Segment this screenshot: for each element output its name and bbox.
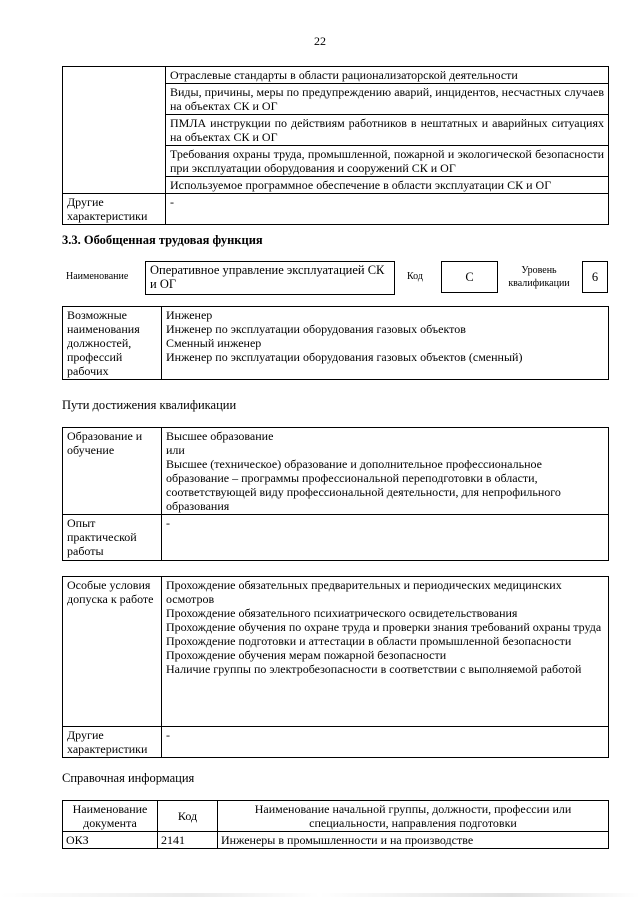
position-item: Инженер по эксплуатации оборудования газовых объектов (сменный) <box>166 350 523 364</box>
knowledge-item: ПМЛА инструкции по действиям работников в нештатных и аварийных ситуациях на объектах СК и ОГ <box>166 115 609 146</box>
name-label: Наименование <box>66 271 129 282</box>
education-line: или <box>166 443 185 457</box>
other-characteristics-value: - <box>162 727 609 758</box>
reference-cell-name: Инженеры в промышленности и на производстве <box>218 832 609 849</box>
reference-title: Справочная информация <box>62 771 195 785</box>
condition-item: Прохождение обучения мерам пожарной безопасности <box>166 648 447 662</box>
conditions-label: Особые условия допуска к работе <box>63 577 162 727</box>
page-number: 22 <box>314 34 326 48</box>
level-value-box: 6 <box>582 261 608 293</box>
knowledge-item: Требования охраны труда, промышленной, пожарной и экологической безопасности при эксплуатации оборудования и сооружений СК и ОГ <box>166 146 609 177</box>
function-name-box: Оперативное управление эксплуатацией СК и ОГ <box>145 261 395 295</box>
education-label: Образование и обучение <box>63 428 162 515</box>
experience-value: - <box>162 515 609 561</box>
reference-table <box>62 800 609 849</box>
scan-artifact <box>0 893 640 897</box>
knowledge-table <box>62 66 609 225</box>
reference-header-doc: Наименование документа <box>63 801 158 832</box>
condition-item: Наличие группы по электробезопасности в соответствии с выполняемой работой <box>166 662 582 676</box>
education-table <box>62 427 609 561</box>
position-item: Инженер по эксплуатации оборудования газовых объектов <box>166 322 466 336</box>
positions-table <box>62 306 609 380</box>
other-characteristics-value: - <box>166 194 609 225</box>
reference-cell-doc: ОКЗ <box>63 832 158 849</box>
other-characteristics-label: Другие характеристики <box>63 727 162 758</box>
condition-item: Прохождение обязательного психиатрического освидетельствования <box>166 606 518 620</box>
education-line: Высшее (техническое) образование и дополнительное профессиональное образование – программы профессиональной переподготовки в области, соответствующей виду профессиональной деятельности, для непрофильного образования <box>166 457 561 513</box>
other-characteristics-label: Другие характеристики <box>63 194 166 225</box>
condition-item: Прохождение обучения по охране труда и проверки знания требований охраны труда <box>166 620 602 634</box>
conditions-table <box>62 576 609 758</box>
education-line: Высшее образование <box>166 429 274 443</box>
knowledge-item: Отраслевые стандарты в области рационализаторской деятельности <box>166 67 609 84</box>
level-label: Уровень квалификации <box>508 265 570 289</box>
knowledge-label-cell <box>63 67 166 194</box>
conditions-list <box>162 577 609 727</box>
experience-label: Опыт практической работы <box>63 515 162 561</box>
reference-header-code: Код <box>158 801 218 832</box>
reference-header-name: Наименование начальной группы, должности, профессии или специальности, направления подготовки <box>218 801 609 832</box>
paths-title: Пути достижения квалификации <box>62 398 237 412</box>
positions-list <box>162 307 609 380</box>
function-code-box: С <box>441 261 498 293</box>
knowledge-item: Виды, причины, меры по предупреждению аварий, инцидентов, несчастных случаев на объектах СК и ОГ <box>166 84 609 115</box>
reference-cell-code: 2141 <box>158 832 218 849</box>
condition-item: Прохождение обязательных предварительных и периодических медицинских осмотров <box>166 578 562 606</box>
education-content <box>162 428 609 515</box>
code-label: Код <box>407 271 423 282</box>
position-item: Сменный инженер <box>166 336 262 350</box>
knowledge-item: Используемое программное обеспечение в области эксплуатации СК и ОГ <box>166 177 609 194</box>
positions-label: Возможные наименования должностей, профессий рабочих <box>63 307 162 380</box>
position-item: Инженер <box>166 308 213 322</box>
section-title: 3.3. Обобщенная трудовая функция <box>62 233 263 247</box>
condition-item: Прохождение подготовки и аттестации в области промышленной безопасности <box>166 634 572 648</box>
